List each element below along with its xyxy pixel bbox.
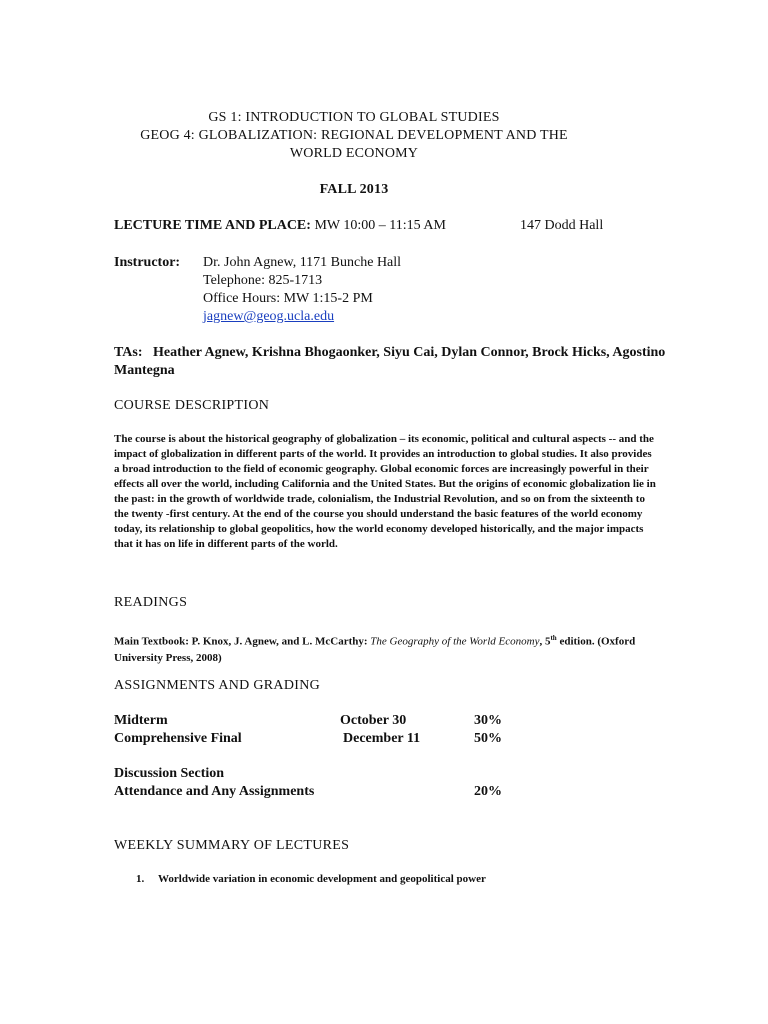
grade-row-name: Comprehensive Final — [114, 731, 242, 746]
grade-row-name: Attendance and Any Assignments — [114, 784, 315, 799]
lecture-time: MW 10:00 – 11:15 AM — [314, 218, 446, 233]
textbook-edition: , 5 — [539, 635, 551, 648]
tas-names: Heather Agnew, Krishna Bhogaonker, Siyu Cai, Dylan Connor, Brock Hicks, Agostino Mantegna — [114, 345, 666, 378]
instructor-telephone: Telephone: 825-1713 — [203, 273, 323, 288]
term-label: FALL 2013 — [319, 182, 389, 197]
grade-row-percent: 20% — [474, 784, 502, 799]
course-title-line-2: GEOG 4: GLOBALIZATION: REGIONAL DEVELOPMENT AND THE — [140, 128, 568, 143]
grade-row-percent: 30% — [474, 713, 502, 728]
list-item-number: 1. — [136, 873, 145, 885]
textbook-suffix: edition. (Oxford University Press, 2008) — [114, 635, 636, 664]
list-item — [136, 873, 486, 885]
instructor-label: Instructor: — [114, 255, 181, 270]
main-textbook — [114, 630, 654, 666]
assignments-heading: ASSIGNMENTS AND GRADING — [114, 678, 321, 693]
list-item-text: Worldwide variation in economic development and geopolitical power — [158, 873, 486, 885]
grade-row-name: Discussion Section — [114, 766, 225, 781]
instructor-office-hours: Office Hours: MW 1:15-2 PM — [203, 291, 373, 306]
instructor-name: Dr. John Agnew, 1171 Bunche Hall — [203, 255, 402, 270]
grade-row-date: December 11 — [343, 731, 421, 746]
weekly-summary-heading: WEEKLY SUMMARY OF LECTURES — [114, 838, 350, 853]
textbook-title: The Geography of the World Economy — [370, 635, 540, 648]
course-title-line-1: GS 1: INTRODUCTION TO GLOBAL STUDIES — [208, 110, 500, 125]
textbook-edition-sup: th — [550, 634, 557, 642]
grade-row-name: Midterm — [114, 713, 168, 728]
grade-row-percent: 50% — [474, 731, 502, 746]
instructor-email-link[interactable]: jagnew@geog.ucla.edu — [203, 309, 335, 324]
textbook-prefix: Main Textbook: P. Knox, J. Agnew, and L. McCarthy: — [114, 635, 371, 648]
readings-heading: READINGS — [114, 595, 188, 610]
course-description-heading: COURSE DESCRIPTION — [114, 398, 270, 413]
lecture-time-place — [114, 218, 446, 234]
course-title-line-3: WORLD ECONOMY — [289, 146, 419, 161]
lecture-room: 147 Dodd Hall — [520, 218, 604, 233]
grade-row-date: October 30 — [340, 713, 407, 728]
teaching-assistants — [114, 344, 674, 380]
course-description-text: The course is about the historical geography of globalization – its economic, political and cultural aspects -- and the impact of globalization in different parts of the world. It provides an introduction to global studies. It also provides a broad introduction to the field of economic geography. Global economic forces are increasingly powerful in their effects all over the world, including California and the United States. But the origins of economic globalization lie in the past: in the growth of worldwide trade, colonialism, the Industrial Revolution, and so on from the sixteenth to the twenty -first century. At the end of the course you should understand the basic features of the world economy today, its relationship to global geopolitics, how the world economy developed historically, and the major impacts that it has on life in different parts of the world. — [114, 433, 656, 550]
tas-label: TAs: — [114, 345, 143, 360]
lecture-label: LECTURE TIME AND PLACE: — [114, 218, 311, 233]
